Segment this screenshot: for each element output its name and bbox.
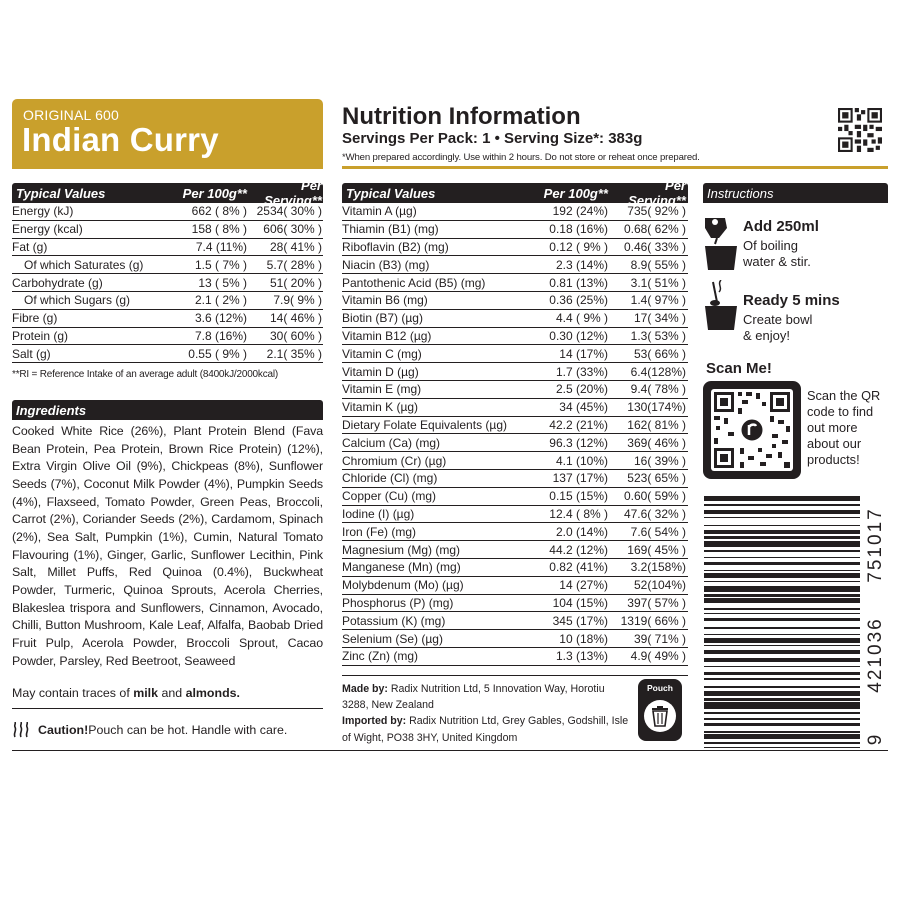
barcode-bar (704, 678, 860, 680)
barcode-bar (704, 570, 860, 572)
per-serving-value: 28( 41% ) (269, 239, 322, 254)
per-serving-value: 7.6( 54% ) (630, 524, 686, 539)
nutrient-name: Vitamin C (mg) (342, 346, 422, 361)
barcode-digit-lead: 9 (865, 734, 886, 746)
table-row (342, 452, 688, 470)
product-title: Indian Curry (22, 121, 219, 158)
barcode-bar (704, 517, 860, 519)
nutrient-name: Iodine (I) (µg) (342, 506, 415, 521)
col-header-per100: Per 100g** (182, 185, 247, 201)
nutrient-name: Vitamin E (mg) (342, 382, 422, 397)
table-row (12, 310, 323, 328)
barcode-bar (704, 634, 860, 636)
table-row (342, 417, 688, 435)
barcode-bar (704, 723, 860, 726)
kettle-pour-icon (703, 214, 739, 272)
allergen-almonds: almonds (185, 686, 237, 700)
caution-label: Caution! (38, 723, 89, 737)
preparation-note: *When prepared accordingly. Use within 2 hours. Do not store or reheat once prepared. (342, 152, 700, 163)
col-header-serving: Per Serving** (264, 178, 322, 208)
nutrient-name: Riboflavin (B2) (mg) (342, 239, 449, 254)
table-row (342, 506, 688, 524)
per-serving-value: 14( 46% ) (269, 311, 322, 326)
per-100g-value: 0.15 (15%) (549, 489, 608, 504)
barcode-bar (704, 557, 860, 559)
scan-line3: out more (807, 420, 858, 435)
per-serving-value: 735( 92% ) (627, 204, 686, 219)
table-row (342, 221, 688, 239)
table-row (342, 630, 688, 648)
nutrient-name: Magnesium (Mg) (mg) (342, 542, 461, 557)
product-brand-box (12, 99, 323, 169)
per-serving-value: 5.7( 28% ) (266, 257, 322, 272)
per-100g-value: 104 (15%) (552, 595, 608, 610)
per-serving-value: 1319( 66% ) (620, 613, 686, 628)
barcode-bar (704, 530, 860, 535)
barcode-bar (704, 734, 860, 739)
barcode-bar (704, 510, 860, 513)
nutrient-name: Zinc (Zn) (mg) (342, 649, 418, 664)
table-row (342, 345, 688, 363)
per-serving-value: 2534( 30% ) (256, 204, 322, 219)
nutrient-name: Molybdenum (Mo) (µg) (342, 578, 464, 593)
qr-code-icon[interactable] (703, 381, 801, 479)
barcode-bar (704, 712, 860, 714)
per-100g-value: 2.1 ( 2% ) (194, 293, 247, 308)
nutrient-name: Vitamin B6 (mg) (342, 293, 428, 308)
nutrient-name: Energy (kJ) (12, 204, 74, 219)
barcode-bar (704, 650, 860, 655)
nutrient-name: Niacin (B3) (mg) (342, 257, 430, 272)
per-serving-value: 8.9( 55% ) (630, 257, 686, 272)
nutrient-name: Phosphorus (P) (mg) (342, 595, 454, 610)
table-row (342, 488, 688, 506)
nutrient-name: Pantothenic Acid (B5) (mg) (342, 275, 486, 290)
caution-text: Pouch can be hot. Handle with care. (88, 723, 288, 737)
per-100g-value: 2.0 (14%) (555, 524, 608, 539)
per-100g-value: 158 ( 8% ) (191, 222, 247, 237)
nutrient-name: Selenium (Se) (µg) (342, 631, 443, 646)
step2-desc-line2: & enjoy! (743, 328, 790, 343)
barcode-bar (704, 672, 860, 675)
per-100g-value: 1.3 (13%) (555, 649, 608, 664)
barcode-bar (704, 594, 860, 597)
heat-icon (12, 722, 30, 738)
barcode-bar (704, 645, 860, 647)
per-serving-value: 130(174%) (627, 400, 686, 415)
col-header-per100: Per 100g** (543, 185, 608, 201)
table-row (342, 292, 688, 310)
barcode-bar (704, 586, 860, 592)
imported-by-text: Radix Nutrition Ltd, Grey Gables, Godshill, Isle of Wight, PO38 3HY, United Kingdom (342, 715, 629, 744)
made-by-label: Made by: (342, 683, 388, 695)
barcode-bar (704, 504, 860, 506)
per-serving-value: 17( 34% ) (633, 311, 686, 326)
made-by-rule (342, 675, 688, 676)
per-100g-value: 0.55 ( 9% ) (188, 346, 247, 361)
allergen-milk: milk (133, 686, 159, 700)
per-serving-value: 1.4( 97% ) (630, 293, 686, 308)
barcode-bar (704, 541, 860, 547)
per-100g-value: 7.4 (11%) (195, 239, 247, 254)
table-row (342, 203, 688, 221)
scan-line5: products! (807, 452, 860, 467)
nutrition-title: Nutrition Information (342, 103, 581, 130)
per-serving-value: 2.1( 35% ) (266, 346, 322, 361)
bowl-spoon-icon (703, 280, 739, 332)
barcode-bar (704, 525, 860, 527)
per-100g-value: 1.7 (33%) (555, 364, 608, 379)
per-100g-value: 2.3 (14%) (555, 257, 608, 272)
col-header-serving: Per Serving** (628, 178, 686, 208)
per-100g-value: 2.5 (20%) (555, 382, 608, 397)
scan-title: Scan Me! (706, 360, 772, 377)
nutrient-name: Protein (g) (12, 328, 69, 343)
table-row (342, 434, 688, 452)
table-row (342, 595, 688, 613)
barcode-bar (704, 638, 860, 643)
per-100g-value: 137 (17%) (552, 471, 608, 486)
per-100g-value: 4.4 ( 9% ) (555, 311, 608, 326)
step2-desc-line1: Create bowl (743, 312, 813, 327)
table-row (342, 541, 688, 559)
nutrient-name: Manganese (Mn) (mg) (342, 560, 461, 575)
nutrient-name: Chromium (Cr) (µg) (342, 453, 447, 468)
per-serving-value: 0.68( 62% ) (623, 222, 686, 237)
table-row (12, 328, 323, 346)
step1-desc-line2: water & stir. (743, 254, 811, 269)
traces-prefix: May contain traces of (12, 686, 134, 700)
table-row (12, 345, 323, 363)
per-serving-value: 3.1( 51% ) (630, 275, 686, 290)
nutrient-name: Vitamin D (µg) (342, 364, 419, 379)
table-row (342, 310, 688, 328)
barcode-bar (704, 613, 860, 615)
ingredients-text: Cooked White Rice (26%), Plant Protein Blend (Fava Bean Protein, Pea Protein, Brown Rice Protein) (12%), Extra Virgin Olive Oil (9%), Chickpeas (8%), Sunflower Seeds (7%), Coconut Milk Powder (4%), Pumpkin Seeds (4%), Flaxseed, Tomato Powder, Green Peas, Broccoli, Carrot (2%), Coriander Seeds (2%), Cardamom, Spinach (2%), Sea Salt, Pumpkin (1%), Cumin, Natural Tomato Flavouring (1%), Ginger, Garlic, Sunflower Lecithin, Pink Salt, Millet Puffs, Red Quinoa (0.4%), Buckwheat Powder, Turmeric, Quinoa Sprouts, Acerola Cherries, Blakeslea trispora and Sunflowers, Cinnamon, Avocado, Chilli, Button Mushroom, Kale Leaf, Alfalfa, Baobab Dried Fruit Pulp, Acerola Powder, Broccoli Sprout, Cacao Powder, Parsley, Red Beetroot, Seaweed (12, 424, 323, 668)
per-100g-value: 0.30 (12%) (549, 328, 608, 343)
per-100g-value: 96.3 (12%) (549, 435, 608, 450)
table-row (342, 470, 688, 488)
per-100g-value: 345 (17%) (552, 613, 608, 628)
barcode-bar (704, 698, 860, 701)
barcode-bar (704, 598, 860, 603)
per-100g-value: 0.12 ( 9% ) (549, 239, 608, 254)
nutrient-name: Vitamin K (µg) (342, 400, 419, 415)
per-serving-value: 397( 57% ) (627, 595, 686, 610)
nutrient-name: Carbohydrate (g) (12, 275, 103, 290)
ingredients-rule (12, 708, 323, 709)
nutrient-name: Fibre (g) (12, 311, 58, 326)
traces-and: and (158, 686, 186, 700)
nutrient-name: Biotin (B7) (µg) (342, 311, 423, 326)
barcode-bar (704, 536, 860, 539)
barcode-bar (704, 718, 860, 720)
table-row (342, 612, 688, 630)
step2-desc (743, 312, 812, 344)
per-serving-value: 3.2(158%) (630, 560, 686, 575)
nutrient-name: Thiamin (B1) (mg) (342, 222, 439, 237)
table-row (342, 577, 688, 595)
per-serving-value: 47.6( 32% ) (623, 506, 686, 521)
per-100g-value: 0.82 (41%) (549, 560, 608, 575)
barcode-bar (704, 562, 860, 565)
barcode-bar (704, 666, 860, 668)
table-row (12, 256, 323, 274)
barcode-digits (864, 496, 888, 748)
nutrient-name: Of which Saturates (g) (24, 257, 144, 272)
barcode-bar (704, 496, 860, 501)
per-serving-value: 1.3( 53% ) (630, 328, 686, 343)
nutrient-name: Vitamin A (µg) (342, 204, 417, 219)
table-row (12, 292, 323, 310)
per-serving-value: 53( 66% ) (633, 346, 686, 361)
nutrient-name: Fat (g) (12, 239, 48, 254)
barcode (704, 496, 888, 748)
nutrient-name: Of which Sugars (g) (24, 293, 131, 308)
nutrient-name: Iron (Fe) (mg) (342, 524, 417, 539)
per-100g-value: 34 (45%) (559, 400, 608, 415)
ingredients-header: Ingredients (12, 400, 323, 420)
per-serving-value: 39( 71% ) (633, 631, 686, 646)
table-row (12, 239, 323, 257)
per-100g-value: 12.4 ( 8% ) (549, 506, 608, 521)
per-100g-value: 7.8 (16%) (194, 328, 247, 343)
table-row (342, 559, 688, 577)
servings-info: Servings Per Pack: 1 • Serving Size*: 383g (342, 130, 643, 147)
nutrient-name: Calcium (Ca) (mg) (342, 435, 441, 450)
table-header (12, 178, 323, 208)
table-row (12, 274, 323, 292)
header-rule (342, 166, 888, 169)
per-100g-value: 0.18 (16%) (549, 222, 608, 237)
per-serving-value: 30( 60% ) (269, 328, 322, 343)
per-100g-value: 14 (17%) (559, 346, 608, 361)
barcode-bar (704, 581, 860, 583)
per-100g-value: 10 (18%) (559, 631, 608, 646)
barcode-bars (704, 496, 860, 748)
barcode-bar (704, 742, 860, 744)
step1-title: Add 250ml (743, 218, 819, 235)
per-serving-value: 162( 81% ) (627, 417, 686, 432)
per-serving-value: 52(104%) (633, 578, 686, 593)
step2-title: Ready 5 mins (743, 292, 840, 309)
per-serving-value: 369( 46% ) (627, 435, 686, 450)
per-100g-value: 4.1 (10%) (555, 453, 608, 468)
per-100g-value: 192 (24%) (552, 204, 608, 219)
barcode-digits-group1: 421036 (865, 617, 886, 693)
product-line: ORIGINAL 600 (23, 107, 120, 123)
barcode-bar (704, 608, 860, 610)
per-100g-value: 1.5 ( 7% ) (194, 257, 247, 272)
per-serving-value: 6.4(128%) (630, 364, 686, 379)
col-header-typical: Typical Values (346, 185, 436, 201)
small-qr-code-icon[interactable] (838, 108, 882, 152)
nutrient-name: Vitamin B12 (µg) (342, 328, 432, 343)
step1-desc-line1: Of boiling (743, 238, 798, 253)
barcode-bar (704, 686, 860, 688)
table-row (342, 363, 688, 381)
caution-notice (12, 722, 287, 738)
scan-line1: Scan the QR (807, 388, 881, 403)
barcode-bar (704, 573, 860, 578)
traces-end: . (236, 686, 240, 700)
table-row (342, 648, 688, 666)
per-serving-value: 9.4( 78% ) (630, 382, 686, 397)
instructions-header: Instructions (703, 183, 888, 203)
step1-desc (743, 238, 811, 270)
scan-line2: code to find (807, 404, 874, 419)
made-by-text: Radix Nutrition Ltd, 5 Innovation Way, Horotiu 3288, New Zealand (342, 683, 605, 712)
imported-by-label: Imported by: (342, 715, 407, 728)
barcode-bar (704, 731, 860, 733)
per-100g-value: 3.6 (12%) (194, 311, 247, 326)
table-row (342, 328, 688, 346)
manufacturer-info (342, 681, 634, 746)
nutrient-name: Salt (g) (12, 346, 51, 361)
barcode-bar (704, 658, 860, 663)
table-row (342, 239, 688, 257)
nutrient-name: Dietary Folate Equivalents (µg) (342, 417, 507, 432)
barcode-bar (704, 702, 860, 708)
barcode-bar (704, 618, 860, 621)
barcode-digits-group2: 751017 (865, 507, 886, 583)
per-100g-value: 662 ( 8% ) (191, 204, 247, 219)
nutrition-table-micronutrients (342, 178, 688, 666)
scan-line4: about our (807, 436, 862, 451)
per-serving-value: 0.46( 33% ) (623, 239, 686, 254)
allergen-traces (12, 686, 240, 700)
barcode-bar (704, 550, 860, 552)
per-100g-value: 13 ( 5% ) (198, 275, 247, 290)
per-100g-value: 0.81 (13%) (549, 275, 608, 290)
table-header (342, 178, 688, 208)
barcode-bar (704, 747, 860, 748)
nutrient-name: Energy (kcal) (12, 222, 83, 237)
nutrient-name: Chloride (Cl) (mg) (342, 471, 438, 486)
nutrient-name: Potassium (K) (mg) (342, 613, 446, 628)
per-100g-value: 0.36 (25%) (549, 293, 608, 308)
per-100g-value: 14 (27%) (559, 578, 608, 593)
table-row (342, 381, 688, 399)
per-serving-value: 7.9( 9% ) (273, 293, 322, 308)
per-100g-value: 42.2 (21%) (549, 417, 608, 432)
barcode-bar (704, 691, 860, 696)
per-serving-value: 4.9( 49% ) (630, 649, 686, 664)
nutrition-table-main (12, 178, 323, 363)
per-serving-value: 0.60( 59% ) (623, 489, 686, 504)
bottom-rule (12, 750, 888, 751)
table-row (342, 256, 688, 274)
nutrient-name: Copper (Cu) (mg) (342, 489, 437, 504)
per-100g-value: 44.2 (12%) (549, 542, 608, 557)
table-row (342, 523, 688, 541)
bin-label: Pouch (647, 683, 673, 693)
table-row (342, 274, 688, 292)
scan-description (807, 388, 880, 468)
ri-footnote: **RI = Reference Intake of an average adult (8400kJ/2000kcal) (12, 369, 279, 380)
per-serving-value: 51( 20% ) (269, 275, 322, 290)
per-serving-value: 169( 45% ) (627, 542, 686, 557)
per-serving-value: 16( 39% ) (633, 453, 686, 468)
per-serving-value: 606( 30% ) (263, 222, 322, 237)
table-row (12, 203, 323, 221)
barcode-bar (704, 627, 860, 629)
table-row (342, 399, 688, 417)
per-serving-value: 523( 65% ) (627, 471, 686, 486)
table-row (12, 221, 323, 239)
col-header-typical: Typical Values (16, 185, 106, 201)
pouch-bin-icon (638, 679, 682, 741)
